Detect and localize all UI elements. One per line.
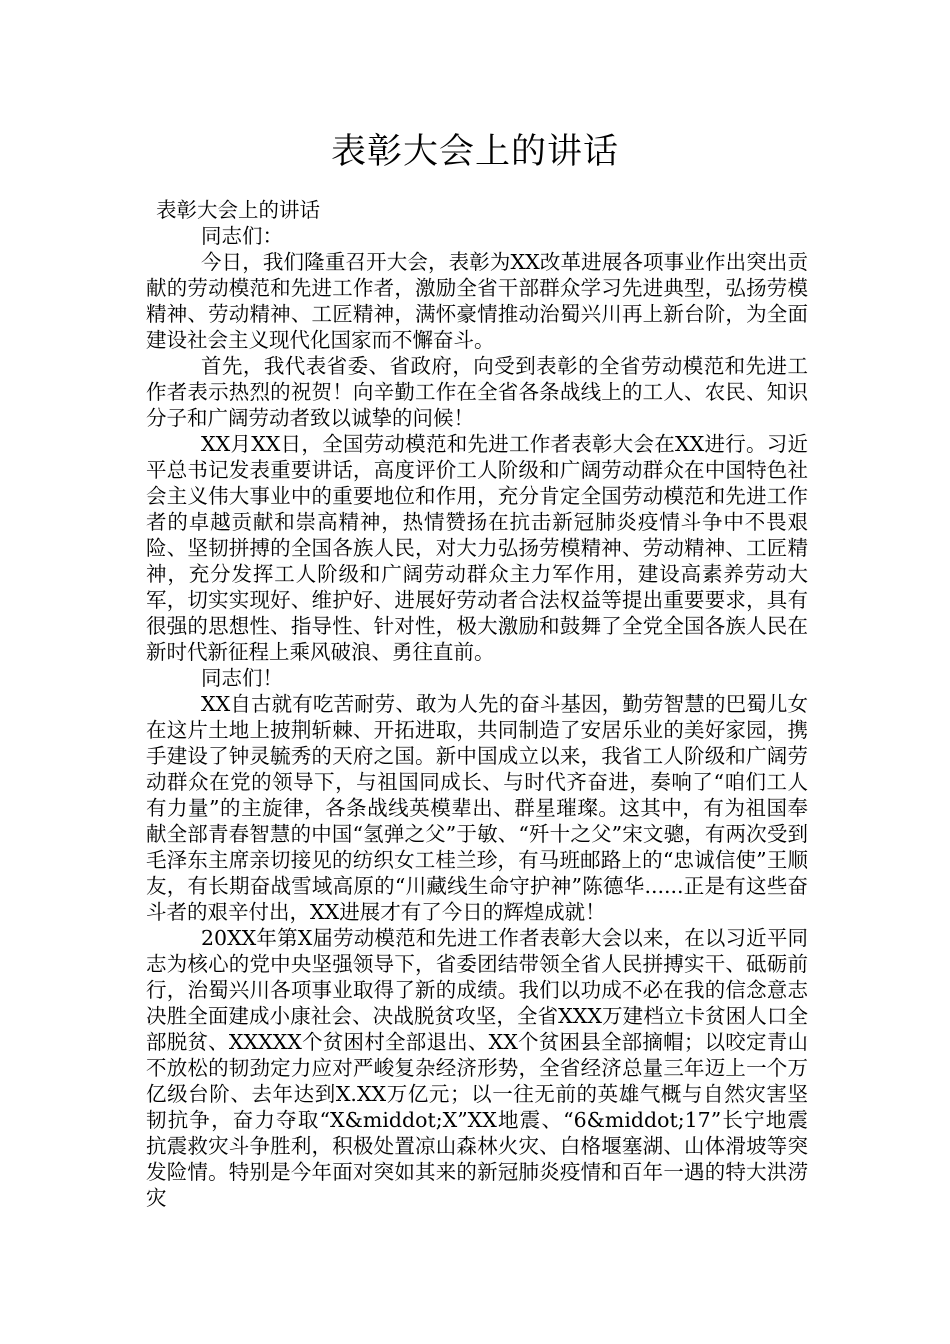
salutation-second: 同志们！ [201,666,283,690]
document-title: 表彰大会上的讲话 [330,132,619,172]
paragraph-history: XX自古就有吃苦耐劳、敢为人先的奋斗基因，勤劳智慧的巴蜀儿女在这片土地上披荆斩棘、开拓进取，共同制造了安居乐业的美好家园，携手建设了钟灵毓秀的天府之国。新中国成立以来，我省工人阶级和广阔劳动群众在党的领导下，与祖国同成长、与时代齐奋进，奏响了“咱们工人有力量”的主旋律，各条战线英模辈出、群星璀璨。这其中，有为祖国奉献全部青春智慧的中国“氢弹之父”于敏、“歼十之父”宋文骢，有两次受到毛泽东主席亲切接见的纺织女工桂兰珍，有马班邮路上的“忠诚信使”王顺友，有长期奋战雪域高原的“川藏线生命守护神”陈德华......正是有这些奋斗者的艰辛付出，XX进展才有了今日的辉煌成就！ [146,692,808,924]
paragraph-greeting: 首先，我代表省委、省政府，向受到表彰的全省劳动模范和先进工作者表示热烈的祝贺！向辛勤工作在全省各条战线上的工人、农民、知识分子和广阔劳动者致以诚挚的问候！ [146,354,808,430]
paragraph-national-conference: XX月XX日，全国劳动模范和先进工作者表彰大会在XX进行。习近平总书记发表重要讲话，高度评价工人阶级和广阔劳动群众在中国特色社会主义伟大事业中的重要地位和作用，充分肯定全国劳动模范和先进工作者的卓越贡献和崇高精神，热情赞扬在抗击新冠肺炎疫情斗争中不畏艰险、坚韧拼搏的全国各族人民，对大力弘扬劳模精神、劳动精神、工匠精神，充分发挥工人阶级和广阔劳动群众主力军作用，建设高素养劳动大军，切实实现好、维护好、进展好劳动者合法权益等提出重要要求，具有很强的思想性、指导性、针对性，极大激励和鼓舞了全党全国各族人民在新时代新征程上乘风破浪、勇往直前。 [146,432,808,664]
paragraph-opening: 今日，我们隆重召开大会，表彰为XX改革进展各项事业作出突出贡献的劳动模范和先进工作者，激励全省干部群众学习先进典型，弘扬劳模精神、劳动精神、工匠精神，满怀豪情推动治蜀兴川再上新台阶，为全面建设社会主义现代化国家而不懈奋斗。 [146,250,808,352]
subtitle: 表彰大会上的讲话 [156,198,320,222]
document-body [146,197,808,1211]
salutation-first: 同志们： [201,224,283,248]
paragraph-achievements: 20XX年第X届劳动模范和先进工作者表彰大会以来，在以习近平同志为核心的党中央坚强领导下，省委团结带领全省人民拼搏实干、砥砺前行，治蜀兴川各项事业取得了新的成绩。我们以功成不必在我的信念意志决胜全面建成小康社会、决战脱贫攻坚，全省XXX万建档立卡贫困人口全部脱贫、XXXXX个贫困村全部退出、XX个贫困县全部摘帽；以咬定青山不放松的韧劲定力应对严峻复杂经济形势，全省经济总量三年迈上一个万亿级台阶、去年达到X.XX万亿元；以一往无前的英雄气概与自然灾害坚韧抗争，奋力夺取“X&middot;X”XX地震、“6&middot;17”长宁地震抗震救灾斗争胜利，积极处置凉山森林火灾、白格堰塞湖、山体滑坡等突发险情。特别是今年面对突如其来的新冠肺炎疫情和百年一遇的特大洪涝灾 [146,926,808,1210]
